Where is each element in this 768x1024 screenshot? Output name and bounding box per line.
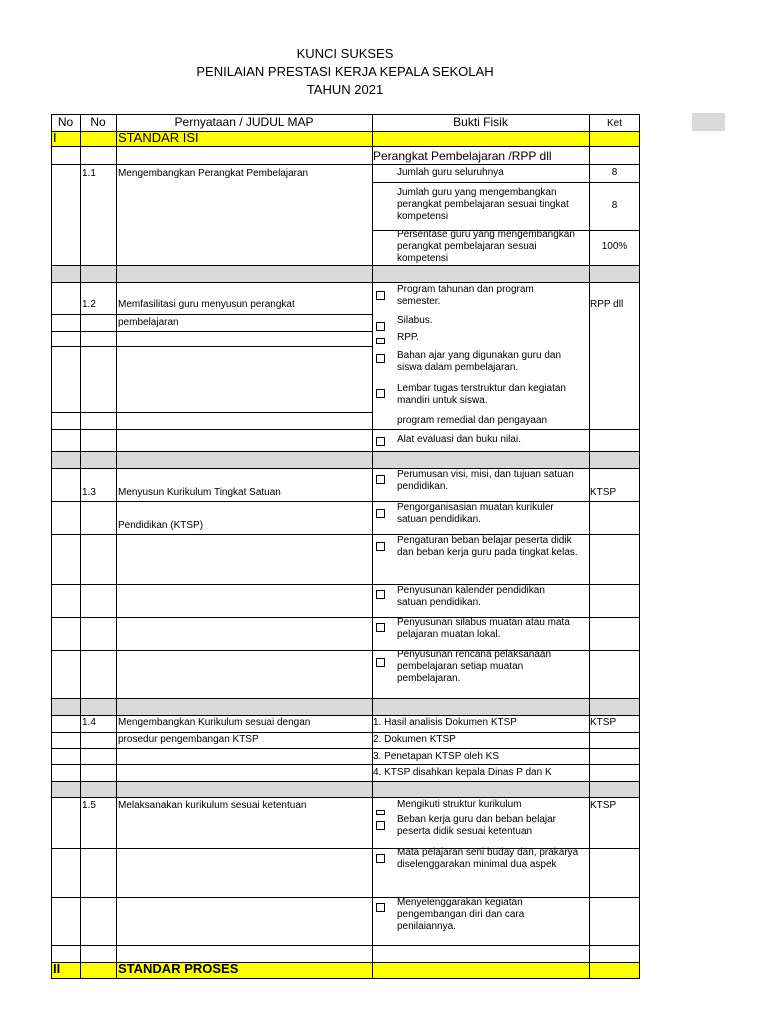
item-1-2-bukti-6: program remedial dan pengayaan	[397, 415, 548, 426]
checkbox-icon[interactable]	[376, 389, 385, 398]
section-2-title: STANDAR PROSES	[118, 961, 239, 976]
title-line-2: PENILAIAN PRESTASI KERJA KEPALA SEKOLAH	[196, 64, 494, 79]
item-1-2-number: 1.2	[82, 299, 96, 310]
item-1-5-label: Melaksanakan kurikulum sesuai ketentuan	[118, 800, 307, 811]
item-1-3-bukti-2: Pengorganisasian muatan kurikuler satuan pendidikan.	[397, 502, 554, 525]
item-1-2-bukti-1: Program tahunan dan program semester.	[397, 284, 534, 307]
header-no-1: No	[57, 115, 74, 129]
item-1-3-bukti-4: Penyusunan kalender pendidikan satuan pendidikan.	[397, 585, 545, 608]
item-1-1-ket-2: 8	[611, 200, 618, 211]
checkbox-icon[interactable]	[376, 322, 385, 331]
section-1-title: STANDAR ISI	[118, 130, 199, 145]
item-1-1-number: 1.1	[82, 168, 96, 179]
checkbox-icon[interactable]	[376, 854, 385, 863]
item-1-5-ket: KTSP	[590, 800, 617, 811]
item-1-1-label: Mengembangkan Perangkat Pembelajaran	[118, 168, 309, 179]
item-1-2-label-1: Memfasilitasi guru menyusun perangkat	[118, 299, 295, 310]
item-1-3-label-2: Pendidikan (KTSP)	[118, 520, 204, 531]
checkbox-icon[interactable]	[376, 590, 385, 599]
item-1-1-ket-3: 100%	[601, 241, 628, 252]
item-1-4-label-1: Mengembangkan Kurikulum sesuai dengan	[118, 717, 311, 728]
item-1-4-label-2: prosedur pengembangan KTSP	[118, 734, 259, 745]
item-1-1-bukti-1: Jumlah guru seluruhnya	[397, 167, 504, 178]
item-1-3-bukti-5: Penyusunan silabus muatan atau mata pelajaran muatan lokal.	[397, 617, 570, 640]
item-1-4-number: 1.4	[82, 717, 96, 728]
separator-fill-1	[51, 265, 640, 282]
item-1-4-bukti-4: 4. KTSP disahkan kepala Dinas P dan K	[373, 767, 552, 778]
item-1-3-bukti-1: Perumusan visi, misi, dan tujuan satuan pendidikan.	[397, 469, 574, 492]
item-1-1-ket-1: 8	[611, 167, 618, 178]
title-line-1: KUNCI SUKSES	[296, 46, 394, 61]
item-1-3-bukti-6: Penyusunan rencana pelaksanaan pembelajaran setiap muatan pembelajaran.	[397, 649, 552, 684]
item-1-4-bukti-2: 2. Dokumen KTSP	[373, 734, 456, 745]
checkbox-icon[interactable]	[376, 475, 385, 484]
item-1-5-bukti-2: Beban kerja guru dan beban belajar peserta didik sesuai ketentuan	[397, 814, 557, 837]
item-1-5-bukti-3: Mata pelajaran seni buday dan, prakarya diselenggarakan minimal dua aspek	[397, 847, 579, 870]
header-bukti-fisik: Bukti Fisik	[453, 115, 508, 129]
item-1-2-bukti-5: Lembar tugas terstruktur dan kegiatan mandiri untuk siswa.	[397, 383, 566, 406]
separator-fill-4	[51, 781, 640, 797]
item-1-1-bukti-2: Jumlah guru yang mengembangkan perangkat pembelajaran sesuai tingkat kompetensi	[397, 187, 569, 222]
checkbox-icon[interactable]	[376, 810, 385, 815]
item-1-2-bukti-4: Bahan ajar yang digunakan guru dan siswa dalam pembelajaran.	[397, 350, 562, 373]
section-1-number: I	[53, 130, 57, 145]
item-1-5-bukti-4: Menyelenggarakan kegiatan pengembangan diri dan cara penilaiannya.	[397, 897, 525, 932]
item-1-3-ket: KTSP	[590, 487, 617, 498]
item-1-2-bukti-7: Alat evaluasi dan buku nilai.	[397, 434, 521, 445]
checkbox-icon[interactable]	[376, 509, 385, 518]
title-line-3: TAHUN 2021	[306, 82, 384, 97]
checkbox-icon[interactable]	[376, 437, 385, 446]
checkbox-icon[interactable]	[376, 291, 385, 300]
item-1-3-label-1: Menyusun Kurikulum Tingkat Satuan	[118, 487, 281, 498]
header-pernyataan: Pernyataan / JUDUL MAP	[174, 115, 314, 129]
item-1-4-bukti-3: 3. Penetapan KTSP oleh KS	[373, 751, 500, 762]
item-1-4-ket: KTSP	[590, 717, 617, 728]
checkbox-icon[interactable]	[376, 903, 385, 912]
checkbox-icon[interactable]	[376, 623, 385, 632]
separator-fill-3	[51, 698, 640, 715]
item-1-5-bukti-1: Mengikuti struktur kurikulum	[397, 799, 522, 810]
checkbox-icon[interactable]	[376, 658, 385, 667]
item-1-2-bukti-3: RPP.	[397, 332, 420, 343]
checkbox-icon[interactable]	[376, 542, 385, 551]
item-1-4-bukti-1: 1. Hasil analisis Dokumen KTSP	[373, 717, 517, 728]
item-1-1-bukti-3: Persentase guru yang mengembangkan perangkat pembelajaran sesuai kompetensi	[397, 229, 575, 264]
item-1-2-label-2: pembelajaran	[118, 317, 179, 328]
header-no-2: No	[90, 115, 106, 129]
item-1-3-bukti-3: Pengaturan beban belajar peserta didik dan beban kerja guru pada tingkat kelas.	[397, 535, 578, 558]
section-2-number: II	[53, 961, 61, 976]
perangkat-header: Perangkat Pembelajaran /RPP dll	[373, 149, 552, 163]
item-1-2-ket: RPP dll	[590, 299, 624, 310]
header-ket: Ket	[606, 118, 622, 129]
checkbox-icon[interactable]	[376, 821, 385, 830]
checkbox-icon[interactable]	[376, 338, 385, 344]
item-1-3-number: 1.3	[82, 487, 96, 498]
item-1-5-number: 1.5	[82, 800, 96, 811]
checkbox-icon[interactable]	[376, 354, 385, 363]
separator-fill-2	[51, 451, 640, 468]
item-1-2-bukti-2: Silabus.	[397, 315, 433, 326]
